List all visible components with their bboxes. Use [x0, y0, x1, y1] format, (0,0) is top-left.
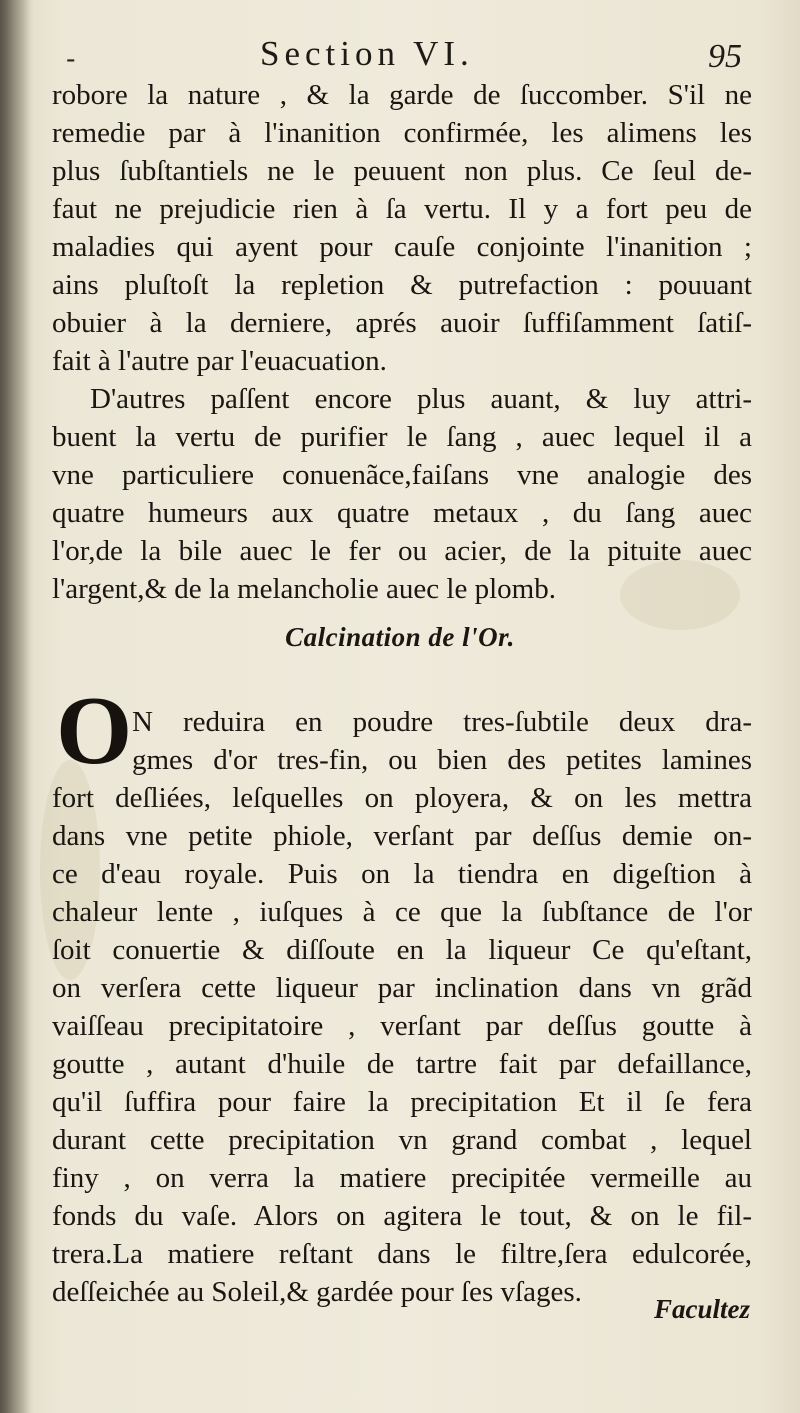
text-line: finy , on verra la matiere precipitée vermeille au — [52, 1162, 752, 1194]
text-line: gmes d'or tres-fin, ou bien des petites lamines — [132, 744, 752, 776]
text-line: remedie par à l'inanition confirmée, les alimens les — [52, 117, 752, 149]
text-line: dans vne petite phiole, verſant par deſſus demie on- — [52, 820, 752, 852]
text-line: ſoit conuertie & diſſoute en la liqueur Ce qu'eſtant, — [52, 934, 752, 966]
text-line: durant cette precipitation vn grand combat , lequel — [52, 1124, 752, 1156]
text-line: faut ne prejudicie rien à ſa vertu. Il y a fort peu de — [52, 193, 752, 225]
text-line: on verſera cette liqueur par inclination dans vn grãd — [52, 972, 752, 1004]
section-heading: Calcination de l'Or. — [285, 622, 515, 652]
paragraph-2 — [52, 380, 752, 608]
paragraph-1 — [52, 76, 752, 380]
text-line: vaiſſeau precipitatoire , verſant par deſſus goutte à — [52, 1010, 752, 1042]
text-line: ains pluſtoſt la repletion & putrefaction : pouuant — [52, 269, 752, 301]
text-line: maladies qui ayent pour cauſe conjointe l'inanition ; — [52, 231, 752, 263]
text-line: fonds du vaſe. Alors on agitera le tout, & on le fil- — [52, 1200, 752, 1232]
paragraph-3 — [52, 779, 752, 1311]
header-mark: - — [66, 42, 76, 75]
text-line: quatre humeurs aux quatre metaux , du ſang auec — [52, 497, 752, 529]
text-line: D'autres paſſent encore plus auant, & luy attri- — [90, 383, 752, 415]
text-line: qu'il ſuffira pour faire la precipitation Et il ſe fera — [52, 1086, 752, 1118]
text-line: obuier à la derniere, aprés auoir ſuffiſamment ſatiſ- — [52, 307, 752, 339]
text-line: deſſeichée au Soleil,& gardée pour ſes vſages. — [52, 1276, 582, 1308]
text-line: l'argent,& de la melancholie auec le plomb. — [52, 573, 556, 605]
text-line: fort deſliées, leſquelles on ployera, & on les mettra — [52, 782, 752, 814]
text-line: N reduira en poudre tres-ſubtile deux dra- — [132, 706, 752, 738]
paragraph-3-opening — [132, 703, 752, 779]
text-line: trera.La matiere reſtant dans le filtre,ſera edulcorée, — [52, 1238, 752, 1270]
text-line: l'or,de la bile auec le fer ou acier, de la pituite auec — [52, 535, 752, 567]
running-title: Section VI. — [260, 34, 474, 73]
text-line: plus ſubſtantiels ne le peuuent non plus. Ce ſeul de- — [52, 155, 752, 187]
binding-shadow — [0, 0, 30, 1413]
catchword: Facultez — [653, 1294, 750, 1324]
text-line: buent la vertu de purifier le ſang , auec lequel il a — [52, 421, 752, 453]
text-line: vne particuliere conuenãce,faiſans vne analogie des — [52, 459, 752, 491]
drop-cap: O — [56, 677, 133, 785]
text-line: robore la nature , & la garde de ſuccomber. S'il ne — [52, 79, 752, 111]
text-line: chaleur lente , iuſques à ce que la ſubſtance de l'or — [52, 896, 752, 928]
text-line: goutte , autant d'huile de tartre fait par defaillance, — [52, 1048, 752, 1080]
text-line: ce d'eau royale. Puis on la tiendra en digeſtion à — [52, 858, 752, 890]
text-line: fait à l'autre par l'euacuation. — [52, 345, 387, 377]
page-number: 95 — [708, 38, 742, 75]
